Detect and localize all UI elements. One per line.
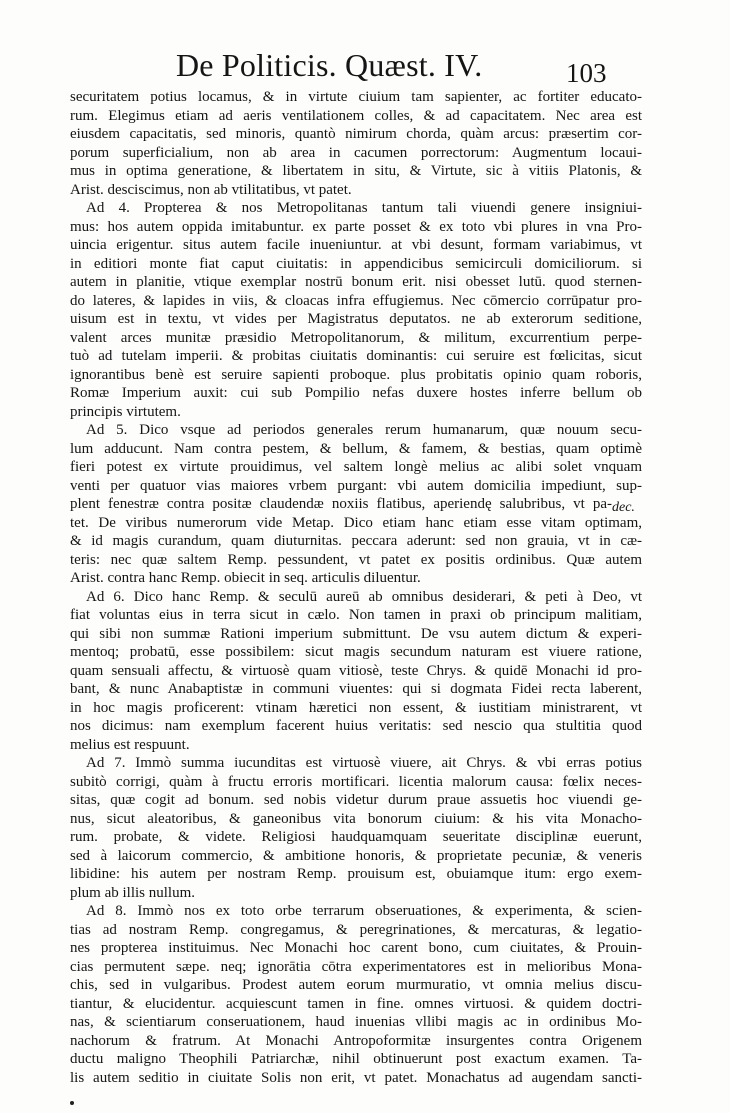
text-line: bant, & nunc Anabaptistæ in communi viuentes: qui si dogmata Fidei recta laberent, — [70, 681, 642, 697]
text-line: ignorantibus benè est seruire sapienti proboque. plus probitatis opinio quam roboris, — [70, 366, 642, 383]
text-line: mus: hos autem oppida imitabuntur. ex parte posset & ex toto vbi plures in vna Pro- — [70, 218, 642, 235]
text-line: uisum est in textu, vt vides per Magistratus deputatos. ne ab exterorum seditione, — [70, 311, 642, 327]
text-line: tet. De viribus numerorum vide Metap. Dico etiam hanc etiam esse vitam optimam, — [70, 514, 642, 531]
paragraph — [70, 199, 642, 421]
paragraph — [70, 588, 642, 755]
margin-note: dec. — [612, 500, 635, 515]
text-line: nachorum & fratrum. At Monachi Antropoformitæ insurgentes contra Origenem — [70, 1032, 642, 1049]
text-line: Ad 8. Immò nos ex toto orbe terrarum obseruationes, & experimenta, & scien- — [86, 903, 642, 919]
text-line: nos dicimus: nam exemplum facerent huius veritatis: sed nescio qua stultitia quod — [70, 718, 642, 734]
text-line: porum superficialium, non ab area in cacumen porrectorum: Augmentum locaui- — [70, 144, 642, 161]
text-line: nas, & scientiarum conseruationem, haud inuenias vllibi magis ac in ordinibus Mo- — [70, 1014, 642, 1030]
text-line: valent arces munitæ præsidio Metropolitanorum, & militum, excurrentium perpe- — [70, 329, 642, 346]
text-line: rum. probate, & videte. Religiosi haudquamquam seueritate disciplinæ euerunt, — [70, 829, 642, 845]
text-line: tiantur, & elucidentur. acquiescunt tamen in fine. omnes virtuosi. & quidem doctri- — [70, 995, 642, 1012]
text-line: principis virtutem. — [70, 403, 181, 420]
text-line: Ad 7. Immò summa iucunditas est virtuosè viuere, ait Chrys. & vbi erras potius — [86, 755, 642, 771]
text-line: subitò corrigi, quàm à fructu erroris mortificari. licentia malorum causa: fœlix neces- — [70, 773, 642, 790]
paragraph — [70, 421, 642, 588]
text-line: Ad 5. Dico vsque ad periodos generales rerum humanarum, quæ nouum secu- — [86, 422, 642, 438]
text-line: Ad 4. Propterea & nos Metropolitanas tantum tali viuendi genere insigniui- — [86, 200, 642, 216]
text-line: venti per quatuor vias maiores vrbem purgant: vbi autem domicilia impediunt, sup- — [70, 477, 642, 494]
text-line: rum. Elegimus etiam ad aeris ventilationem colles, & ad capacitatem. Nec area est — [70, 107, 642, 124]
text-line: nus, sicut aleatoribus, & ganeonibus vita bonorum ciuium: & his vita Monacho- — [70, 810, 642, 827]
text-line: Arist. contra hanc Remp. obiecit in seq. articulis diluentur. — [70, 570, 421, 586]
text-line: in editiori monte fiat caput ciuitatis: in appendicibus semicirculi domiciliorum. si — [70, 255, 642, 272]
page-number: 103 — [566, 58, 607, 88]
text-line: quam sensuali affectu, & virtuosè quam vitiosè, teste Chrys. & quidē Monachi id pro- — [70, 662, 642, 679]
text-line: melius est respuunt. — [70, 736, 190, 753]
text-line: uincia erigentur. situs autem facile inueniuntur. at vbi desunt, formam variabimus, vt — [70, 237, 642, 253]
paragraph — [70, 88, 642, 199]
text-line: & id magis curandum, quam diuturnitas. peccara aderunt: sed non grauia, vt in cæ- — [70, 533, 642, 549]
text-line: plum ab illis nullum. — [70, 884, 196, 901]
text-line: securitatem potius locamus, & in virtute ciuium tam sapienter, ac fortiter educato- — [70, 89, 642, 105]
text-line: ductu maligno Theophili Patriarchæ, nihil obtinuerunt post exactum examen. Ta- — [70, 1051, 642, 1067]
text-line: Romæ Imperium auxit: cui sub Pompilio nefas duxere hostes inferre bellum ob — [70, 385, 642, 401]
text-line: cias permutent sæpe. neq; ignorātia cōtra experimentatores est in melioribus Mona- — [70, 958, 642, 975]
text-line: lum adducunt. Nam contra pestem, & bellum, & famem, & bestias, quam optimè — [70, 440, 642, 457]
text-line: autem in planitie, vtique exemplar nostrū bonum erit. nisi obesset lutū. quod sternen- — [70, 274, 642, 290]
text-line: tias ad nostram Remp. congregamus, & peregrinationes, & mercaturas, & legatio- — [70, 921, 642, 938]
text-line: sed à laicorum commercio, & ambitione honoris, & proprietate pecuniæ, & veneris — [70, 847, 642, 864]
text-line: chis, sed in vulgaribus. Prodest autem eorum murmuratio, vt omnia melius discu- — [70, 977, 642, 993]
text-line: nes propterea instituimus. Nec Monachi hoc carent bono, cum ciuitates, & Prouin- — [70, 940, 642, 956]
text-line: plent fenestræ contra positæ claudendæ noxiis flatibus, aperiendę salubribus, vt pa- — [70, 496, 612, 512]
text-line: tuò ad tutelam imperii. & probitas ciuitatis dominantis: cui seruire est fœlicitas, sicut — [70, 348, 642, 364]
text-line: mus in optima generatione, & libertatem in situ, & Virtute, sic à vitiis Platonis, & — [70, 163, 642, 179]
text-line: Ad 6. Dico hanc Remp. & seculū aureū ab omnibus desiderari, & peti à Deo, vt — [86, 588, 642, 605]
paragraph — [70, 754, 642, 902]
text-line: in hoc magis proficerent: vtinam hæretici non essent, & iustitiam ministrarent, vt — [70, 699, 642, 716]
text-line: teris: nec quæ saltem Remp. pessundent, vt patet ex positis ordinibus. Quæ autem — [70, 551, 642, 568]
text-line: fieri potest ex virtute prouidimus, vel saltem longè melius ac alibi solet vnquam — [70, 459, 642, 475]
running-title: De Politicis. Quæst. IV. — [176, 47, 483, 83]
text-line: sitas, quæ cogit ad bonum. sed nobis videtur durum praue assuetis hoc viuendi ge- — [70, 792, 642, 808]
text-line: mentoq; probatū, esse possibilem: sicut magis secundum naturam est viuere ratione, — [70, 644, 642, 660]
ink-speck — [70, 1101, 74, 1105]
text-line: Arist. desciscimus, non ab vtilitatibus, vt patet. — [70, 181, 352, 198]
text-line: libidine: his autem per nostram Remp. prouisum est, obuiamque itum: ergo exem- — [70, 866, 642, 882]
text-line: fiat voluntas eius in terra sicut in cælo. Non tamen in praxi ob principum malitiam, — [70, 607, 642, 623]
paragraph — [70, 902, 642, 1087]
text-line: do lateres, & lapides in viis, & cloacas infra effugiemus. Nec cōmercio corrūpatur pro- — [70, 292, 642, 309]
text-line: qui sibi non summæ Rationi imperium submittunt. De vsu autem dictum & experi- — [70, 625, 642, 642]
text-line: eiusdem capacitatis, sed minoris, quantò nimirum chorda, quàm arcus: præsertim cor- — [70, 126, 642, 142]
text-line: lis autem seditio in ciuitate Solis non erit, vt patet. Monachatus ad augendam sancti- — [70, 1069, 642, 1086]
body-text — [70, 88, 642, 1087]
